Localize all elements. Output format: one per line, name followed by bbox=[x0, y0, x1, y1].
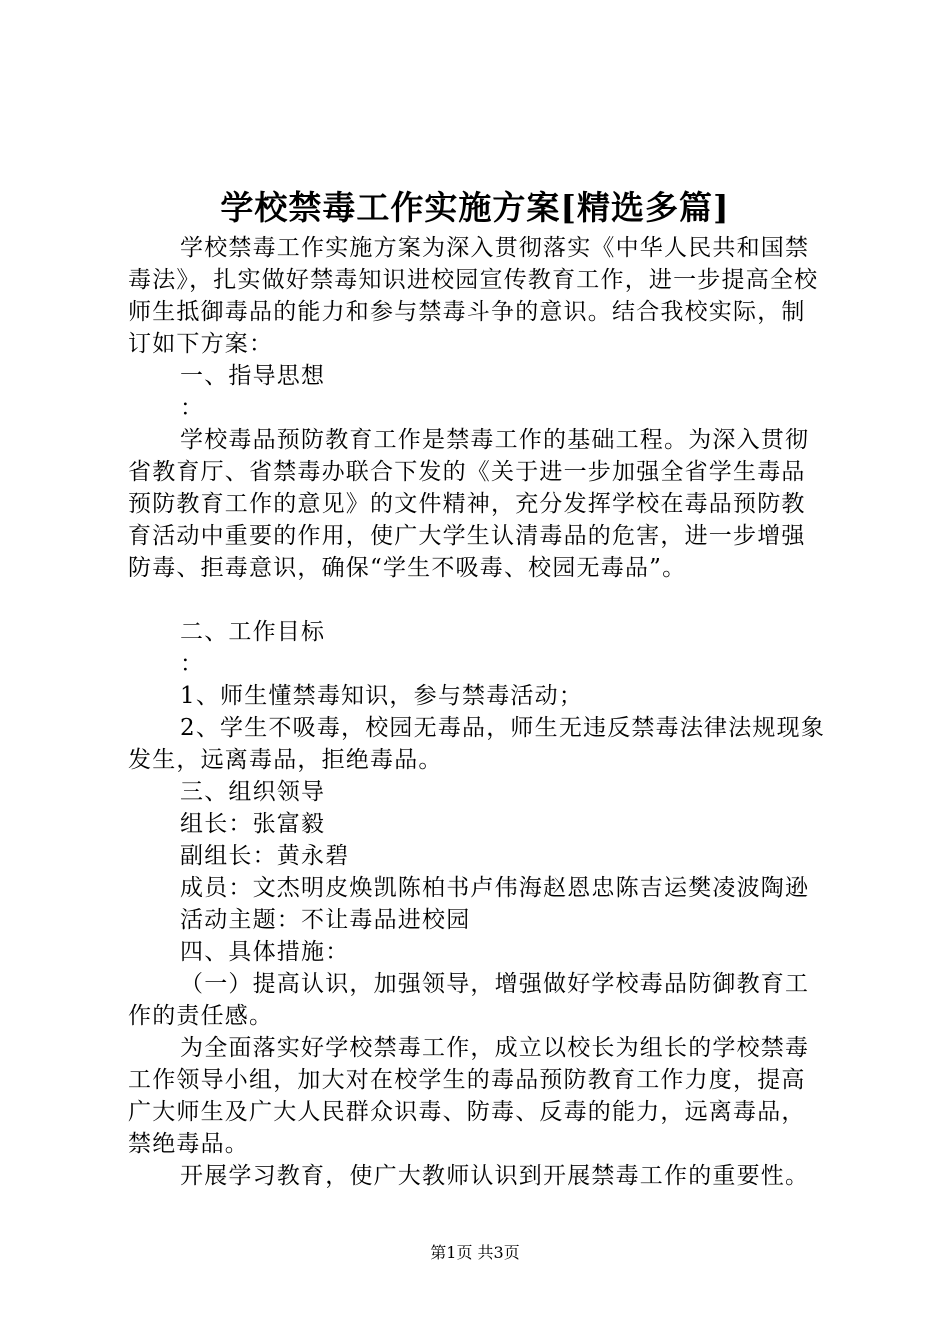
document-body bbox=[128, 232, 828, 1192]
section-2-heading: 二、工作目标 bbox=[180, 619, 326, 645]
section-1-paragraph: 学校毒品预防教育工作是禁毒工作的基础工程。为深入贯彻省教育厅、省禁毒办联合下发的《关于进一步加强全省学生毒品预防教育工作的意见》的文件精神，充分发挥学校在毒品预防教育活动中重要的作用，使广大学生认清毒品的危害，进一步增强防毒、拒毒意识，确保“学生不吸毒、校园无毒品”。 bbox=[128, 427, 810, 581]
section-4-paragraph-1: 为全面落实好学校禁毒工作，成立以校长为组长的学校禁毒工作领导小组，加大对在校学生的毒品预防教育工作力度，提高广大师生及广大人民群众识毒、防毒、反毒的能力，远离毒品，禁绝毒品。 bbox=[128, 1035, 810, 1157]
section-4-paragraph-2: 开展学习教育，使广大教师认识到开展禁毒工作的重要性。 bbox=[180, 1163, 810, 1189]
goal-item-2: 2、学生不吸毒，校园无毒品，师生无违反禁毒法律法规现象发生，远离毒品，拒绝毒品。 bbox=[128, 715, 826, 773]
theme-line: 活动主题：不让毒品进校园 bbox=[180, 907, 471, 933]
paragraph-gap bbox=[128, 584, 828, 616]
section-3-heading: 三、组织领导 bbox=[180, 779, 326, 805]
section-2-colon: ： bbox=[180, 651, 205, 677]
intro-paragraph: 学校禁毒工作实施方案为深入贯彻落实《中华人民共和国禁毒法》，扎实做好禁毒知识进校园宣传教育工作，进一步提高全校师生抵御毒品的能力和参与禁毒斗争的意识。结合我校实际，制订如下方案： bbox=[128, 235, 819, 357]
section-1-colon: ： bbox=[180, 395, 205, 421]
document-title: 学校禁毒工作实施方案[精选多篇] bbox=[220, 188, 730, 227]
vice-leader-line: 副组长：黄永碧 bbox=[180, 843, 350, 869]
section-4-heading: 四、具体措施： bbox=[180, 939, 350, 965]
leader-line: 组长：张富毅 bbox=[180, 811, 326, 837]
goal-item-1: 1、师生懂禁毒知识，参与禁毒活动； bbox=[180, 683, 584, 709]
section-1-heading: 一、指导思想 bbox=[180, 363, 326, 389]
page-footer: 第1页 共3页 bbox=[430, 1243, 520, 1262]
section-4-subheading-1: （一）提高认识，加强领导，增强做好学校毒品防御教育工作的责任感。 bbox=[128, 971, 810, 1029]
members-line: 成员：文杰明皮焕凯陈柏书卢伟海赵恩忠陈吉运樊凌波陶逊 bbox=[180, 875, 810, 901]
